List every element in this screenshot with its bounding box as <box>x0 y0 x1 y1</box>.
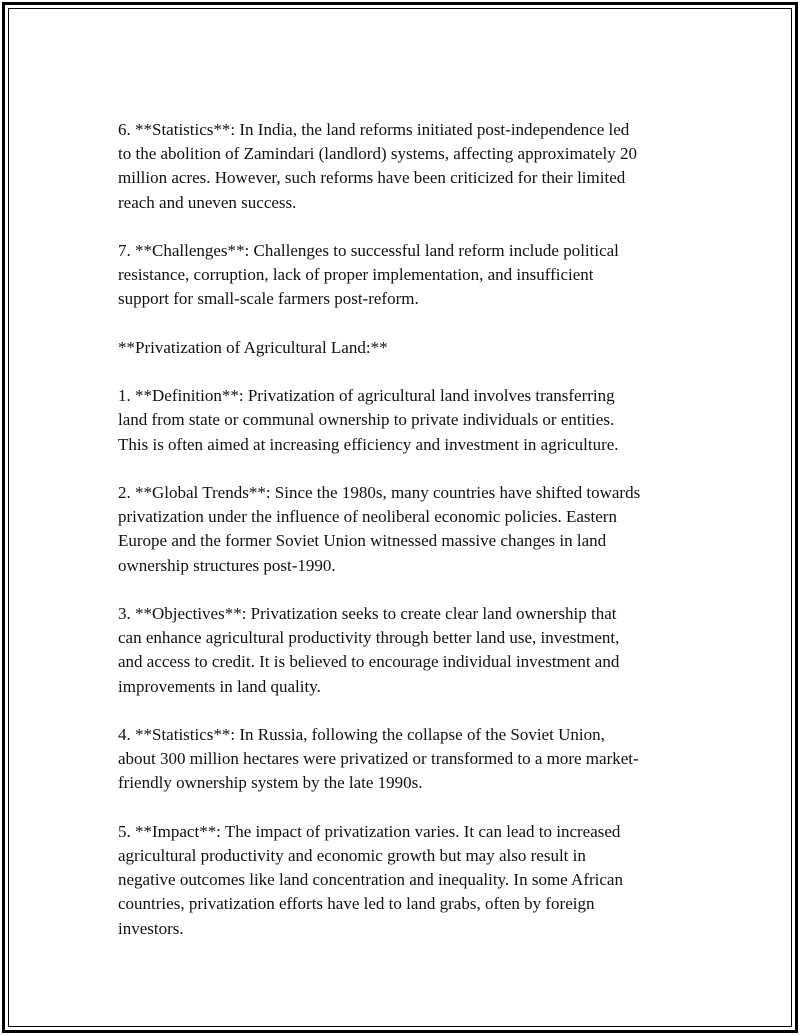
paragraph-challenges: 7. **Challenges**: Challenges to successful land reform include political resistance, corruption, lack of proper implementation, and insufficient support for small-scale farmers post-reform. <box>118 241 619 309</box>
paragraph-definition: 1. **Definition**: Privatization of agricultural land involves transferring land from state or communal ownership to private individuals or entities. This is often aimed at increasing efficiency and investment in agriculture. <box>118 386 619 454</box>
document-body <box>118 118 698 941</box>
paragraph-statistics-russia: 4. **Statistics**: In Russia, following the collapse of the Soviet Union, about 300 million hectares were privatized or transformed to a more market- friendly ownership system by the late 1990s. <box>118 724 639 793</box>
paragraph-global-trends: 2. **Global Trends**: Since the 1980s, many countries have shifted towards privatization under the influence of neoliberal economic policies. Eastern Europe and the former Soviet Union witnessed massive changes in land ownership structures post-1990. <box>118 482 641 575</box>
paragraph-impact: 5. **Impact**: The impact of privatization varies. It can lead to increased agricultural productivity and economic growth but may also result in negative outcomes like land concentration and inequality. In some African countries, privatization efforts have led to land grabs, often by foreign investors. <box>118 821 623 938</box>
paragraph-objectives: 3. **Objectives**: Privatization seeks to create clear land ownership that can enhance agricultural productivity through better land use, investment, and access to credit. It is believed to encourage individual investment and improvements in land quality. <box>118 603 620 696</box>
paragraph-statistics-india: 6. **Statistics**: In India, the land reforms initiated post-independence led to the abolition of Zamindari (landlord) systems, affecting approximately 20 million acres. However, such reforms have been criticized for their limited reach and uneven success. <box>118 120 637 212</box>
section-heading-privatization: **Privatization of Agricultural Land:** <box>118 337 388 357</box>
